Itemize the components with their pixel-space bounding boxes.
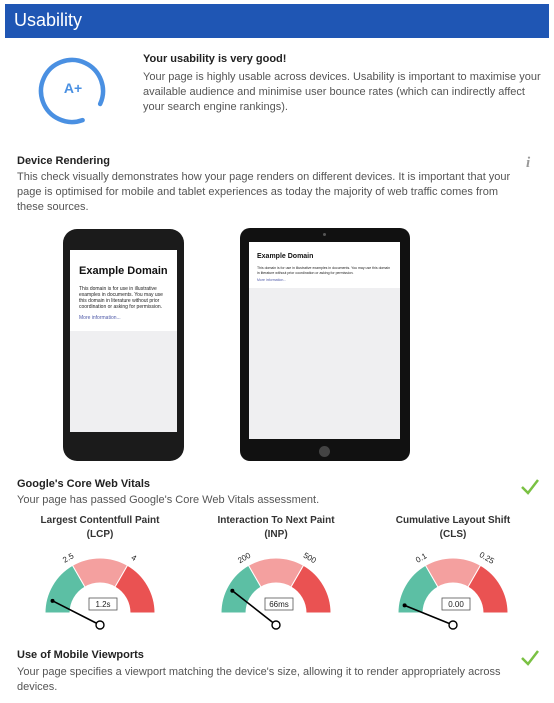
core-web-vitals-title: Google's Core Web Vitals (17, 478, 151, 490)
mobile-viewports-title: Use of Mobile Viewports (17, 649, 144, 661)
gauge-lcp (40, 545, 160, 630)
check-icon (520, 478, 540, 496)
phone-page-body: This domain is for use in illustrative examples in documents. You may use this domain in literature without prior coordination or asking for permission. (79, 286, 163, 310)
tablet-page-preview (249, 242, 400, 288)
tablet-screen (249, 242, 400, 439)
intro-title: Your usability is very good! (143, 53, 287, 65)
section-title: Usability (14, 10, 83, 30)
intro-text: Your page is highly usable across devices. Usability is important to maximise your available audience and minimise user bounce rates (which can indirectly affect your search engine rankings). (143, 71, 541, 113)
gauge-hub (449, 621, 457, 629)
mobile-viewports-text: Your page specifies a viewport matching the device's size, allowing it to render appropriately across devices. (17, 666, 501, 693)
info-icon[interactable]: i (526, 155, 531, 171)
phone-page-preview (70, 250, 177, 331)
gauge-needle-tip (230, 589, 234, 593)
gauge-cls-title: Cumulative Layout Shift (CLS) (395, 515, 511, 540)
gauge-value: 66ms (269, 600, 289, 609)
gauge-tick-label: 4 (129, 552, 138, 564)
section-header (5, 4, 549, 38)
tablet-mockup (240, 228, 410, 461)
phone-screen (70, 250, 177, 432)
tablet-page-heading: Example Domain (257, 253, 314, 260)
gauge-tick-label: 2.5 (61, 551, 76, 565)
gauge-tick-label: 500 (301, 550, 318, 566)
phone-page-link: More information... (79, 315, 121, 321)
grade-label: A+ (63, 80, 83, 96)
gauge-tick-label: 0.25 (477, 550, 496, 566)
check-icon (520, 649, 540, 667)
camera-icon (323, 233, 326, 236)
gauge-hub (272, 621, 280, 629)
gauge-needle-tip (403, 603, 407, 607)
gauge-value: 1.2s (95, 600, 111, 609)
core-web-vitals-text: Your page has passed Google's Core Web Vitals assessment. (17, 494, 320, 506)
gauge-tick-label: 200 (236, 550, 253, 566)
tablet-page-body: This domain is for use in illustrative examples in documents. You may use this domain in literature without prior coordination or asking for permission. (257, 266, 391, 275)
phone-mockup (63, 229, 184, 461)
gauge-tick-label: 0.1 (414, 551, 429, 565)
gauge-value: 0.00 (448, 600, 464, 609)
home-button-icon (319, 446, 330, 457)
device-rendering-title: Device Rendering (17, 155, 110, 167)
phone-page-heading: Example Domain (79, 265, 168, 277)
gauge-inp (216, 545, 336, 630)
gauge-hub (96, 621, 104, 629)
gauge-cls (393, 545, 513, 630)
device-rendering-text: This check visually demonstrates how your page renders on different devices. It is important that your page is optimised for mobile and tablet experiences as today the majority of web traffic comes from these sources. (17, 171, 511, 213)
gauge-inp-title: Interaction To Next Paint (INP) (217, 515, 335, 540)
gauge-lcp-title: Largest Contentfull Paint (LCP) (40, 515, 160, 540)
gauge-needle-tip (51, 599, 55, 603)
tablet-page-link: More information... (257, 278, 287, 282)
